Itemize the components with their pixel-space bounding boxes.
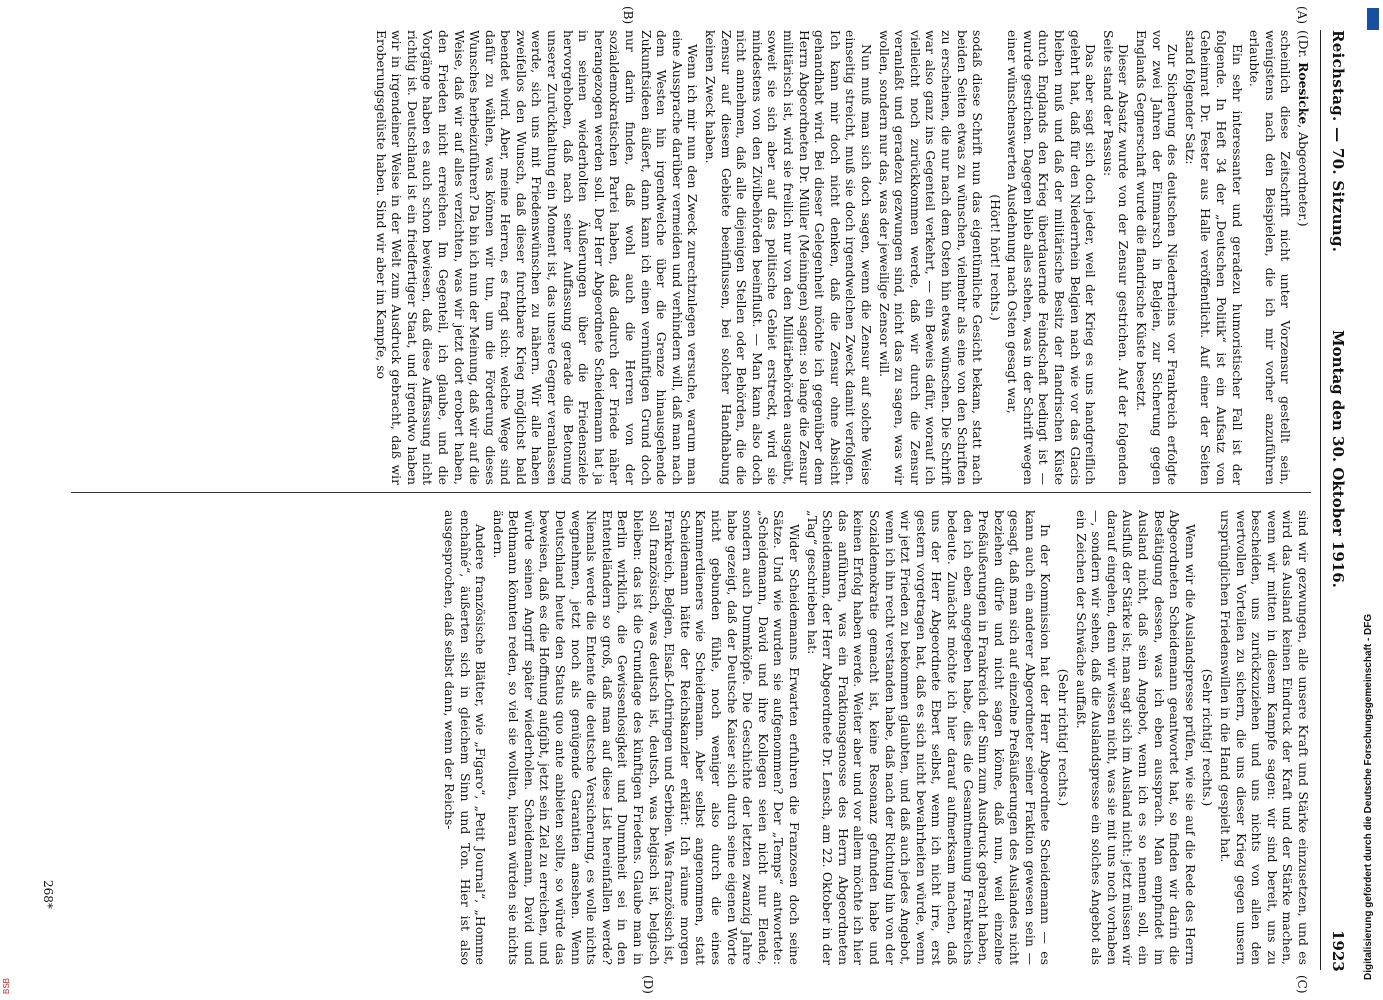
page-header [1315, 0, 1355, 1000]
paragraph: sodaß diese Schrift nun das eigentümliche Gesicht bekam, statt nach beiden Seiten etwas zu wünschen, vielmehr als eine von den Schriften zu erscheinen, die nur nach dem Osten hin etwas wünschen. Die Schrift war also ganz ins Gegenteil verkehrt, — ein Beweis dafür, worauf ich vielleicht noch zurückkommen werde, daß wir durch die Zensur veranlaßt und geradezu gezwungen sind, nicht das zu sagen, was wir wollen, sondern nur das, was der jeweilige Zensor will. [876, 30, 986, 485]
rotated-page-content [15, 0, 1355, 1000]
bsb-stamp: BSB [2, 977, 11, 994]
interjection: (Sehr richtig! rechts.) [1200, 668, 1216, 807]
header-session: Reichstag. — 70. Sitzung. [1329, 30, 1347, 253]
funding-notice: Digitalisierung gefördert durch die Deutsche Forschungsgemeinschaft - DFG [1363, 613, 1374, 980]
margin-marker-b: (B) [621, 6, 635, 25]
margin-marker-c: (C) [1295, 975, 1309, 994]
paragraph: scheinlich diese Zeitschrift nicht unter Vorzensur gestellt sein, wenigstens nach den Beispielen, die ich mir vorher anzuführen erlaubte. [1247, 30, 1294, 485]
interjection: (Hört! hört! rechts.) [987, 194, 1003, 321]
paragraph: In der Kommission hat der Herr Abgeordnete Scheidemann — es kann auch ein anderer Abgeordneter seiner Fraktion gewesen sein — gesagt, daß man sich auf einzelne Preßäußerungen des Auslandes nicht beziehen dürfe und nicht sagen könne, daß nun, weil einzelne Preßäußerungen in Frankreich der Sinn zum Ausdruck gebracht haben, den ich eben angegeben habe, dies die Gesamtmeinung Frankreichs bedeute. Zunächst möchte ich hier darauf aufmerksam machen, daß uns der Herr Abgeordnete Ebert selbst, wenn ich nicht irre, erst gestern vorgetragen hat, daß es sich nicht bewahrheiten würde, wenn wir jetzt Frieden zu bekommen glaubten, und daß auch jedes Angebot, wenn ich ihn recht verstanden habe, daß nach der Richtung hin von der Sozialdemokratie gemacht ist, keine Resonanz gefunden habe und keinen Erfolg haben werde. Weiter aber und vor allem möchte ich hier das anführen, was ein Fraktionsgenosse des Herrn Abgeordneten Scheidemann, der Herr Abgeordnete Dr. Lensch, am 22. Oktober in der „Tag“ geschrieben hat: [804, 510, 1054, 965]
paragraph: Das aber sagt sich doch jeder, weil der Krieg es uns handgreiflich gelehrt hat, daß für den Niederrhein Belgien nach wie vor das Glacis bleiben muß und daß der militärische Besitz der flandrischen Küste durch Englands den Krieg überdauernde Feindschaft bedingt ist — wurde gestrichen. Dagegen blieb alles stehen, was in der Schrift wegen einer wünschenswerten Ausdehnung nach Osten gesagt war, [1005, 30, 1099, 485]
page-signature: 268* [41, 880, 55, 909]
left-column [371, 30, 1311, 485]
right-column [439, 510, 1311, 965]
paragraph: Wenn wir die Auslandspresse prüfen, wie sie auf die Rede des Herrn Abgeordneten Scheidemann geantwortet hat, so finden wir darin die Bestätigung dessen, was ich eben aussprach. Man empfindet im Ausland nicht, daß sein Angebot, wenn ich es so nennen soll, ein Ausfluß der Stärke ist; man sagt sich im Ausland nicht: jetzt müssen wir darauf eingehen, denn wir wissen nicht, was sie mit uns noch vorhaben —, sondern wir sehen, daß die Auslandspresse ein solches Angebot als ein Zeichen der Schwäche auffaßt. [1073, 510, 1198, 965]
paragraph: Wider Scheidemanns Erwarten erfuhren die Franzosen doch seine Sätze. Und wie wurden sie aufgenommen? Der „Temps“ antwortete: „Scheidemann, David und ihre Kollegen seien nicht nur Elende, sondern auch Dummköpfe. Die Geschichte der letzten zwanzig Jahre habe gezeigt, daß der Deutsche Kaiser sich durch seine eigenen Worte nicht gebunden fühle, noch weniger also durch die eines Kammerdieners wie Scheidemann. Aber selbst angenommen, statt Scheidemann hätte der Reichskanzler erklärt: Ich räume morgen Frankreich, Belgien, Elsaß-Lothringen und Serbien. Was französisch ist, soll französisch, was deutsch ist, deutsch, was belgisch ist, belgisch bleiben: das ist die Grundlage des künftigen Friedens. Glaube man in Berlin wirklich, die Gewissenlosigkeit und Dummheit sei in den Ententeländern so groß, daß man auf diese List hereinfallen werde? Niemals werde die Entente die deutsche Versicherung, es wolle nichts wegnehmen, jetzt noch als genügende Garantien ansehen. Wenn Deutschland heute den Status quo ante anbieten sollte, so würde das beweisen, daß es die Hoffnung aufgibt, jetzt sein Ziel zu erreichen, und würde seinen Angriff später wiederholen. Scheidemann, David und Bethmann könnten reden, so viel sie wollten, hieran würden sie nichts ändern. [490, 510, 802, 965]
header-page-number: 1923 [1329, 930, 1347, 972]
margin-marker-a: (A) [1295, 6, 1309, 25]
header-date: Montag den 30. Oktober 1916. [1329, 330, 1347, 588]
speaker-line: ((Dr. Roesicke, Abgeordneter.) [1296, 30, 1311, 227]
paragraph: Dieser Absatz wurde von der Zensur gestrichen. Auf der folgenden Seite stand der Passus: [1100, 30, 1132, 485]
margin-marker-d: (D) [641, 975, 655, 994]
paragraph: Nun muß man sich doch sagen, wenn die Zensur auf solche Weise einseitig streicht, muß sie doch irgendwelchen Zweck damit verfolgen. Ich kann mir doch nicht denken, daß die Zensur ohne Absicht gehandhabt wird. Bei dieser Gelegenheit möchte ich gegenüber dem Herrn Abgeordneten Dr. Müller (Meiningen) sagen: so lange die Zensur militärisch ist, wird sie freilich nur von den Militärbehörden ausgeübt, soweit sie sich aber auf das politische Gebiet erstreckt, wird sie mindestens von den Zivilbehörden beeinflußt. — Man kann also doch nicht annehmen, daß alle diejenigen Stellen oder Behörden, die die Zensur auf diesem Gebiete beeinflussen, bei solcher Handhabung keinen Zweck haben. [703, 30, 874, 485]
paragraph: Zur Sicherung des deutschen Niederrheins vor Frankreich erfolgte vor zwei Jahren der Einmarsch in Belgien, zur Sicherung gegen Englands Gegnerschaft wurde die flandrische Küste besetzt. [1134, 30, 1181, 485]
paragraph: Wenn ich mir nun den Zweck zurechtzulegen versuche, warum man eine Aussprache darüber vermeiden und verhindern will, daß man nach dem Westen hin irgendwelche über die Grenze hinausgehende Zukunftsideen äußert, dann kann ich einen vernünftigen Grund doch nur darin finden, daß wohl auch die Herren von der sozialdemokratischen Partei haben, daß dadurch der Friede näher herangezogen werden soll. Der Herr Abgeordnete Scheidemann hat ja in seinen wiederholten Äußerungen über die Friedensziele hervorgehoben, daß nach seiner Auffassung gerade die Betonung unserer Zurückhaltung ein Moment ist, das unsere Gegner veranlassen werde, sich uns mit Friedenswünschen zu nähern. Wir alle haben zweifellos den Wunsch, daß dieser furchtbare Krieg möglichst bald beendet wird. Aber, meine Herren, es fragt sich: welche Wege sind dafür zu wählen, was können wir tun, um die Förderung dieses Wunsches herbeizuführen? Da bin ich nun der Meinung, daß wir auf die Weise, daß wir auf alles verzichten, was wir jetzt dort erobert haben, den Frieden nicht erreichen. Im Gegenteil, ich glaube, und die Vorgänge haben es auch schon bewiesen, daß diese Auffassung nicht richtig ist. Deutschland ist ein friedfertiger Staat, und irgendwo haben wir in irgendeiner Weise in der Welt zum Ausdruck gebracht, daß wir Eroberungsgelüste haben. Sind wir aber im Kampfe, so [373, 30, 701, 485]
interjection: (Sehr richtig! rechts.) [1056, 668, 1072, 807]
paragraph: Ein sehr interessanter und geradezu humoristischer Fall ist der folgende. In Heft 34 der „Deutschen Politik“ ist ein Aufsatz von Geheimrat Dr. Fester aus Halle veröffentlicht. Auf einer der Seiten stand folgender Satz: [1182, 30, 1245, 485]
paragraph: sind wir gezwungen, alle unsere Kraft und Stärke einzusetzen, und es wird das Ausland keinen Eindruck der Kraft und der Stärke machen, wenn wir mitten in diesem Kampfe sagen: wir sind bereit, uns zu bescheiden, uns zurückzuziehen und uns nichts von allen den wertvollen Vorteilen zu sichern, die uns dieser Krieg gegen unsern ursprünglichen Friedenswillen in die Hand gespielt hat. [1218, 510, 1311, 965]
paragraph: Andere französische Blätter, wie „Figaro“, „Petit Journal“, „Homme enchaîné“, äußerten sich in gleichem Sinn und Ton. Hier ist also ausgesprochen, daß selbst dann, wenn der Reichs- [441, 510, 489, 965]
header-rule [1320, 30, 1321, 970]
column-divider [71, 492, 1311, 493]
